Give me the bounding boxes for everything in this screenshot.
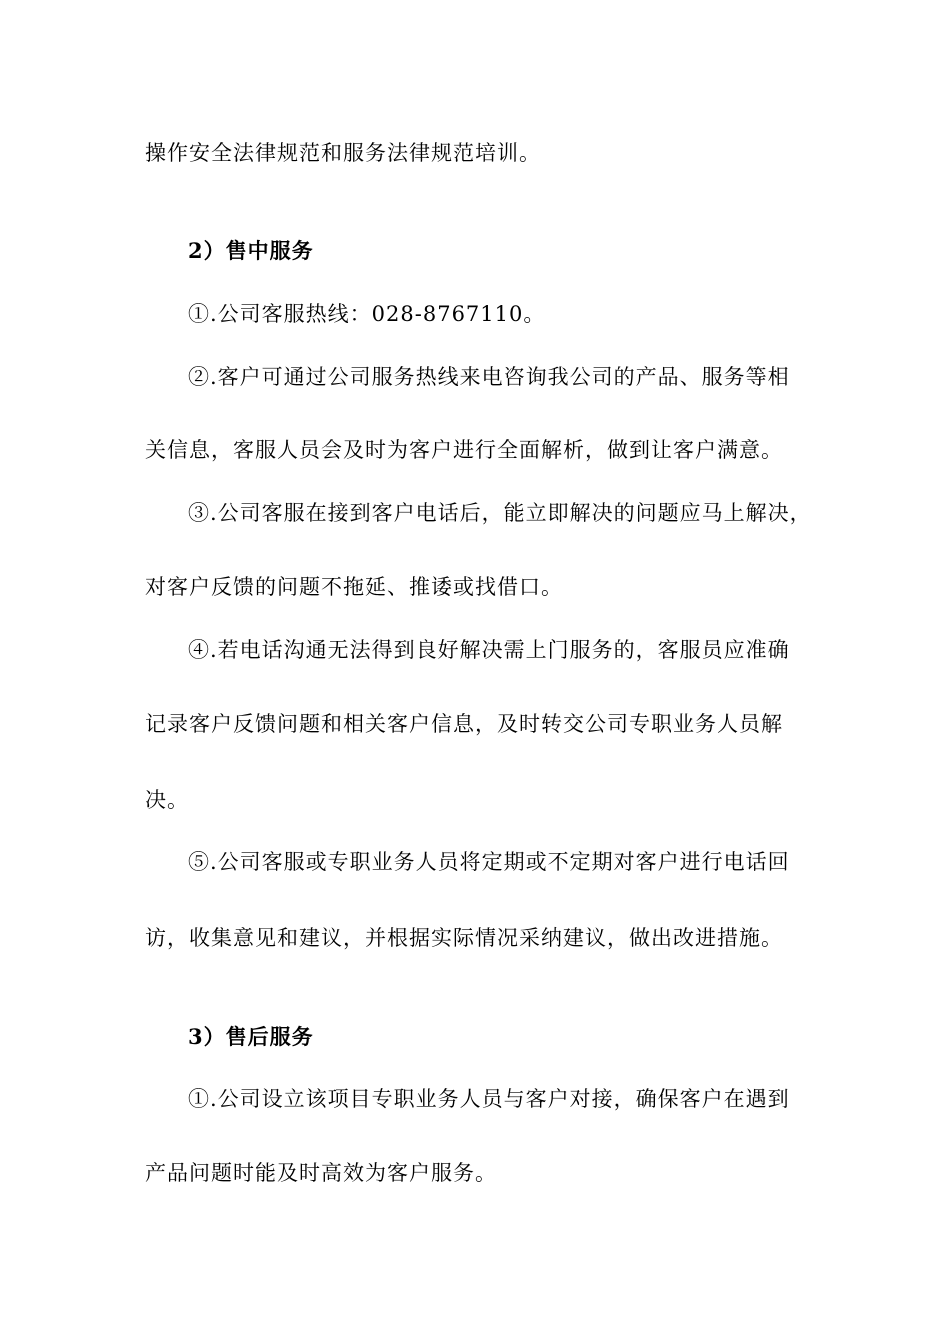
paragraph-line: ②.客户可通过公司服务热线来电咨询我公司的产品、服务等相	[188, 365, 790, 389]
section-heading-after-sale: 3）售后服务	[188, 1024, 314, 1049]
paragraph-line: 产品问题时能及时高效为客户服务。	[145, 1161, 497, 1185]
section-heading-during-sale: 2）售中服务	[188, 238, 314, 263]
paragraph-line: 关信息，客服人员会及时为客户进行全面解析，做到让客户满意。	[145, 438, 783, 462]
paragraph-line: ④.若电话沟通无法得到良好解决需上门服务的，客服员应准确	[188, 638, 790, 662]
paragraph-line: ①.公司设立该项目专职业务人员与客户对接，确保客户在遇到	[188, 1087, 790, 1111]
paragraph-line: 操作安全法律规范和服务法律规范培训。	[145, 141, 541, 165]
paragraph-line: 记录客户反馈问题和相关客户信息，及时转交公司专职业务人员解	[145, 712, 783, 736]
paragraph-line: ⑤.公司客服或专职业务人员将定期或不定期对客户进行电话回	[188, 850, 790, 874]
paragraph-line: 对客户反馈的问题不拖延、推诿或找借口。	[145, 575, 563, 599]
paragraph-line: ①.公司客服热线：028-8767110。	[188, 302, 546, 326]
paragraph-line: ③.公司客服在接到客户电话后，能立即解决的问题应马上解决，	[188, 501, 812, 525]
paragraph-line: 决。	[145, 788, 189, 812]
paragraph-line: 访，收集意见和建议，并根据实际情况采纳建议，做出改进措施。	[145, 926, 783, 950]
